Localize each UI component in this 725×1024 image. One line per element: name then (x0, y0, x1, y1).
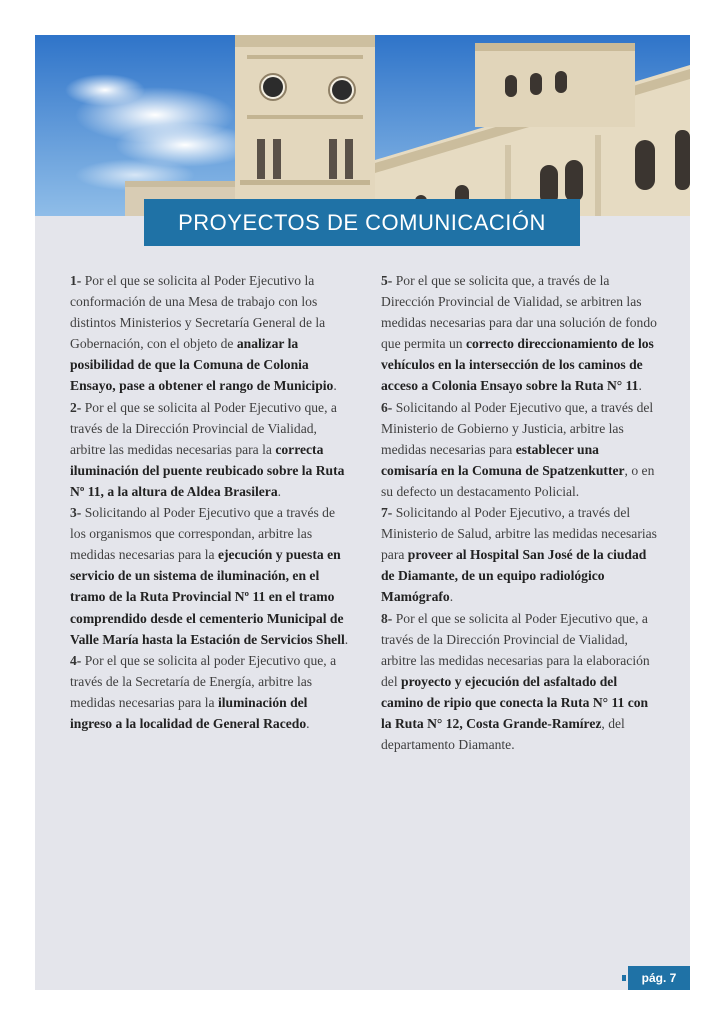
item-text: , o en su defecto un destacamento Policial. (381, 462, 655, 499)
item-text: . (638, 378, 642, 394)
item-text: . (449, 589, 454, 605)
header-photo (35, 35, 690, 216)
item-text: Por el que se solicita al Poder Ejecutivo la conformación de una Mesa de trabajo con los distintos Ministerios y Secretaría General de la Gobernación, con el objeto de (70, 273, 326, 352)
item-highlight: correcto direccionamiento de los vehículos en la intersección de los caminos de acceso a Colonia Ensayo sobre la Ruta N° 11 (381, 336, 654, 394)
section-title: PROYECTOS DE COMUNICACIÓN (144, 199, 580, 246)
item-highlight: proyecto y ejecución del asfaltado del camino de ripio que conecta la Ruta N° 11 con la Ruta N° 12, Costa Grande-Ramírez (381, 673, 649, 731)
item-text: Por el que se solicita al poder Ejecutivo que, a través de la Secretaría de Energía, arbitre las medidas necesarias para la (70, 652, 337, 710)
item-text: Solicitando al Poder Ejecutivo, a través del Ministerio de Salud, arbitre las medidas necesarias para (381, 505, 657, 563)
project-item-6 (381, 397, 657, 502)
item-text: Por el que se solicita que, a través de la Dirección Provincial de Vialidad, se arbitren las medidas necesarias para dar una solución de fondo que permita un (381, 273, 657, 352)
item-number: 7- (381, 505, 393, 521)
item-text: Por el que se solicita al Poder Ejecutivo que, a través de la Dirección Provincial de Vialidad, arbitre las medidas necesarias para la (70, 399, 337, 457)
item-text: Solicitando al Poder Ejecutivo que a través de los organismos que correspondan, arbitre las medidas necesarias para la (70, 505, 336, 563)
item-text: . (306, 715, 310, 731)
item-number: 6- (381, 399, 393, 415)
project-item-7 (381, 502, 657, 607)
project-item-5 (381, 270, 657, 397)
item-text: , del departamento Diamante. (381, 715, 625, 753)
project-item-4 (70, 650, 350, 734)
project-item-2 (70, 397, 350, 502)
item-number: 2- (70, 399, 82, 415)
item-highlight: proveer al Hospital San José de la ciudad de Diamante, de un equipo radiológico Mamógrafo (381, 547, 647, 605)
item-text: . (277, 483, 282, 499)
item-highlight: correcta iluminación del puente reubicado sobre la Ruta Nº 11, a la altura de Aldea Brasilera (70, 441, 345, 499)
item-number: 8- (381, 610, 393, 626)
item-highlight: establecer una comisaría en la Comuna de Spatzenkutter (381, 441, 625, 478)
item-text: Por el que se solicita al Poder Ejecutivo que, a través de la Dirección Provincial de Vialidad, arbitre las medidas necesarias para la elaboración del (381, 610, 650, 689)
project-item-8 (381, 608, 657, 756)
item-highlight: analizar la posibilidad de que la Comuna de Colonia Ensayo, pase a obtener el rango de Municipio (70, 336, 334, 394)
item-text: . (344, 631, 349, 647)
item-number: 3- (70, 505, 82, 521)
item-text: Solicitando al Poder Ejecutivo que, a través del Ministerio de Gobierno y Justicia, arbitre las medidas necesarias para (381, 399, 654, 457)
item-number: 4- (70, 652, 82, 668)
project-item-3 (70, 502, 350, 650)
project-item-1 (70, 270, 350, 397)
item-highlight: iluminación del ingreso a la localidad de General Racedo (70, 694, 308, 731)
item-text: . (333, 378, 337, 394)
item-highlight: ejecución y puesta en servicio de un sistema de iluminación, en el tramo de la Ruta Provincial Nº 11 en el tramo comprendido desde el cementerio Municipal de Valle María hasta la Estación de Servicios Shell (70, 547, 345, 647)
item-number: 5- (381, 273, 393, 288)
left-column (70, 270, 350, 734)
page-number: pág. 7 (628, 966, 690, 990)
right-column (381, 270, 657, 755)
item-number: 1- (70, 273, 82, 288)
